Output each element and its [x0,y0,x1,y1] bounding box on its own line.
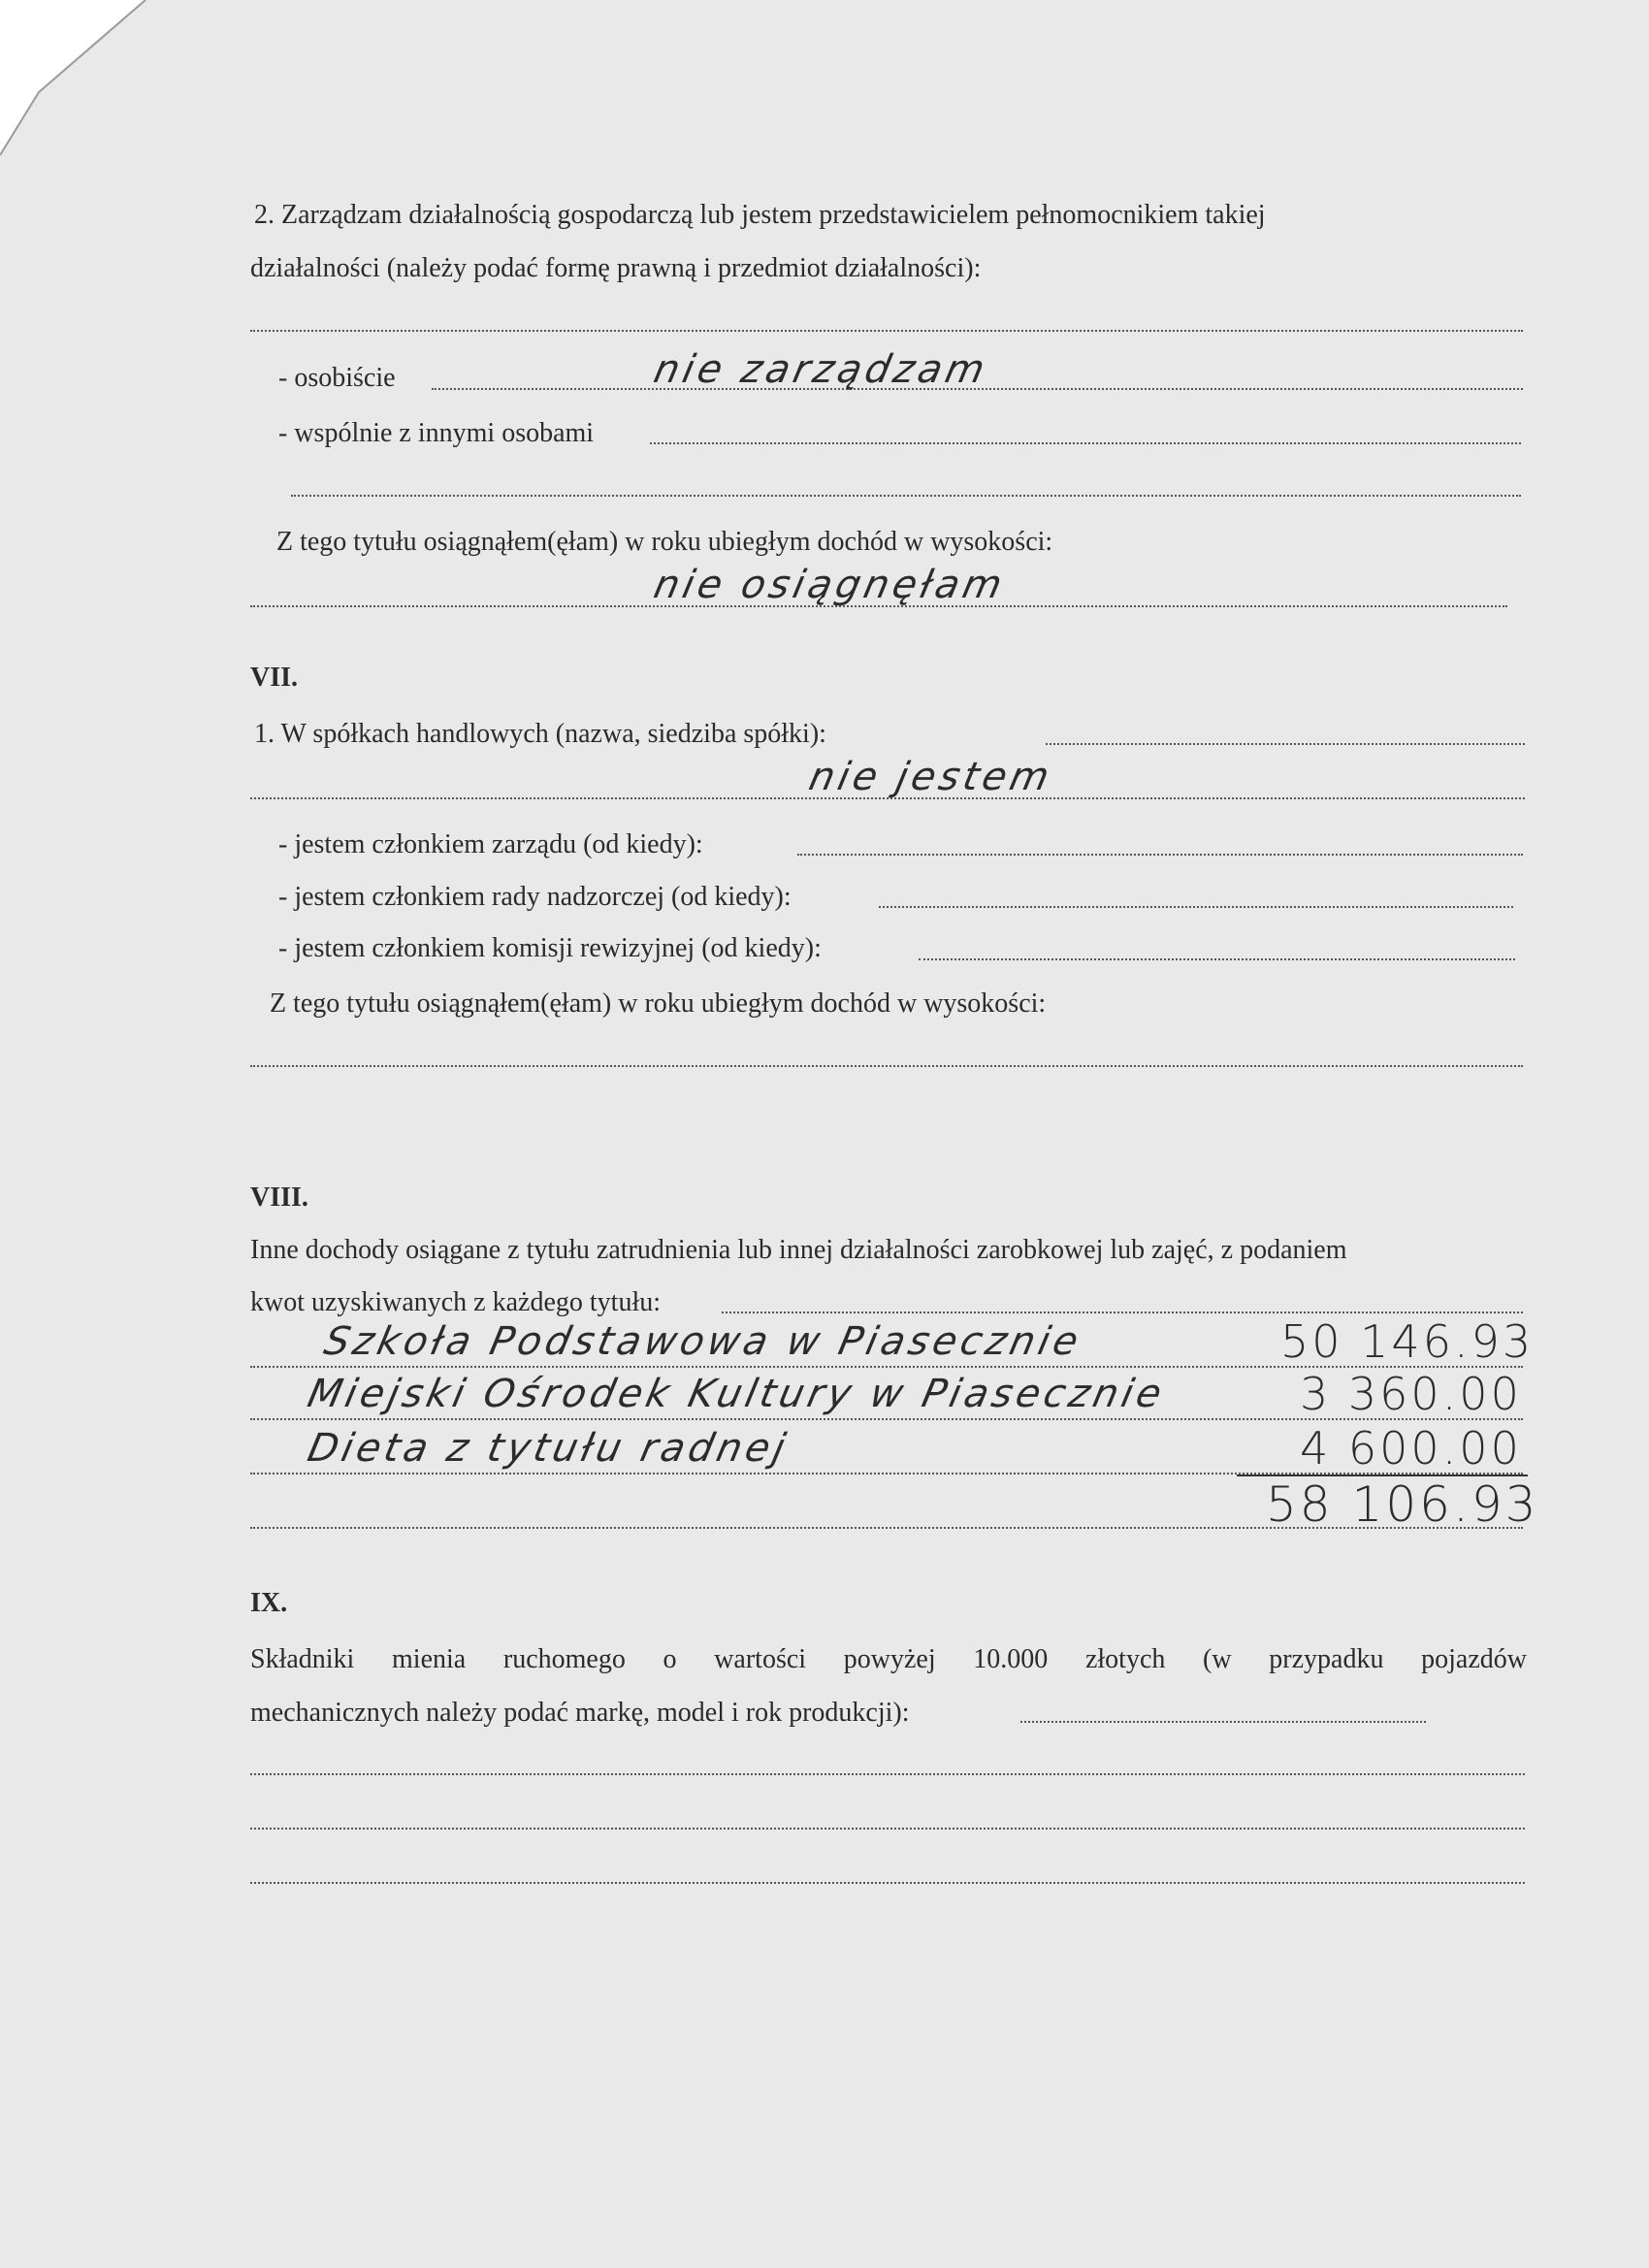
s7-board-member: - jestem członkiem zarządu (od kiedy): [278,829,703,859]
dotted-line [250,1773,1525,1775]
s6-income-answer: nie osiągnęłam [650,563,1010,607]
s8-heading: VIII. [250,1183,308,1213]
s7-item1: 1. W spółkach handlowych (nazwa, siedziba spółki): [254,719,826,749]
dotted-line [250,1828,1525,1830]
dotted-line [919,958,1515,960]
dotted-line [797,854,1523,856]
s8-entry-source: Szkoła Podstawowa w Piasecznie [320,1319,1086,1364]
dotted-line [650,442,1521,444]
dotted-line [250,330,1523,332]
dotted-line [250,1065,1523,1067]
s6-item2-line2: działalności (należy podać formę prawną i przedmiot działalności): [250,253,982,283]
s8-line2: kwot uzyskiwanych z każdego tytułu: [250,1287,662,1317]
s9-heading: IX. [250,1588,288,1618]
s8-entry-source: Miejski Ośrodek Kultury w Piasecznie [304,1372,1170,1416]
dotted-line [722,1312,1523,1313]
s8-line1: Inne dochody osiągane z tytułu zatrudnienia lub innej działalności zarobkowej lub zajęć, z podaniem [250,1235,1347,1265]
s9-line1: Składniki mienia ruchomego o wartości powyżej 10.000 złotych (w przypadku pojazdów [250,1644,1527,1674]
dotted-line [879,906,1513,908]
dotted-line [250,1882,1525,1884]
s7-income-label: Z tego tytułu osiągnąłem(ęłam) w roku ubiegłym dochód w wysokości: [270,988,1047,1019]
s6-personally-answer: nie zarządzam [650,347,993,392]
s6-personally-label: - osobiście [278,363,396,393]
s7-audit: - jestem członkiem komisji rewizyjnej (od kiedy): [278,933,822,963]
s8-total: 58 106.93 [1266,1476,1539,1533]
s7-answer: nie jestem [805,755,1057,799]
s8-entry-amount: 3 360.00 [1300,1368,1522,1420]
s6-jointly-label: - wspólnie z innymi osobami [278,418,595,448]
s8-entry-source: Dieta z tytułu radnej [304,1426,793,1471]
folded-corner-shadow [0,0,175,165]
s8-entry-amount: 4 600.00 [1300,1422,1522,1474]
s6-item2-line1: 2. Zarządzam działalnością gospodarczą lub jestem przedstawicielem pełnomocnikiem takiej [254,200,1266,230]
s7-supervisory: - jestem członkiem rady nadzorczej (od kiedy): [278,882,792,912]
dotted-line [1020,1721,1426,1723]
dotted-line [291,495,1521,497]
dotted-line [1046,743,1525,745]
s6-income-label: Z tego tytułu osiągnąłem(ęłam) w roku ubiegłym dochód w wysokości: [276,527,1053,557]
s8-entry-amount: 50 146.93 [1280,1315,1535,1368]
s9-line2: mechanicznych należy podać markę, model i rok produkcji): [250,1698,910,1728]
s7-heading: VII. [250,663,299,693]
